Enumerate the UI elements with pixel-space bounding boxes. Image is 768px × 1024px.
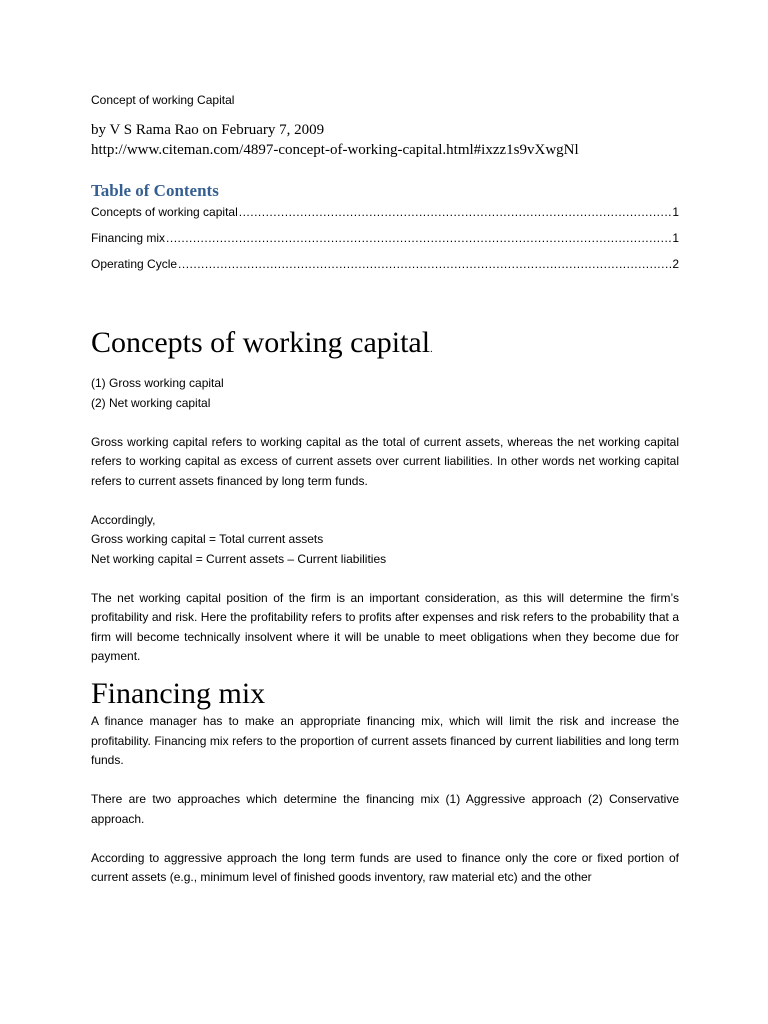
toc-entry-label: Operating Cycle xyxy=(91,257,178,271)
document-header xyxy=(91,92,679,282)
toc-entry-page: 1 xyxy=(672,205,679,219)
section-concepts xyxy=(91,325,679,667)
toc-leader xyxy=(239,204,672,220)
paragraph: There are two approaches which determine the financing mix (1) Aggressive approach (2) Conservative approach. xyxy=(91,792,679,826)
section-heading xyxy=(91,325,679,368)
paragraph: The net working capital position of the firm is an important consideration, as this will determine the firm’s profitability and risk. Here the profitability refers to profits after expenses and risk refers to the probability that a firm will become technically insolvent where it will be unable to meet obligations when they become due for payment. xyxy=(91,590,679,663)
paragraph: According to aggressive approach the long term funds are used to finance only the core or fixed portion of current assets (e.g., minimum level of finished goods inventory, raw material etc) and the other xyxy=(91,850,679,884)
author-byline: by V S Rama Rao on February 7, 2009 xyxy=(91,122,325,138)
paragraph: A finance manager has to make an appropriate financing mix, which will limit the risk and increase the profitability. Financing mix refers to the proportion of current assets financed by current liabilities and long term funds. xyxy=(91,714,679,767)
list-item: (1) Gross working capital xyxy=(91,376,224,390)
byline-block xyxy=(91,120,679,160)
toc-entry-financing-mix[interactable] xyxy=(91,230,679,256)
formula: Gross working capital = Total current assets xyxy=(91,532,324,546)
section-heading: Financing mix xyxy=(91,677,266,710)
section-financing-mix xyxy=(91,676,679,888)
toc-entry-concepts[interactable] xyxy=(91,204,679,230)
toc-entry-operating-cycle[interactable] xyxy=(91,256,679,282)
toc-leader xyxy=(178,256,671,272)
section-heading-text: Concepts of working capital xyxy=(91,326,431,359)
paragraph: Gross working capital refers to working capital as the total of current assets, whereas the net working capital refers to working capital as excess of current assets over current liabilities. In other words net working capital refers to current assets financed by long term funds. xyxy=(91,434,679,488)
document-title: Concept of working Capital xyxy=(91,93,235,107)
toc-entry-label: Financing mix xyxy=(91,231,166,245)
section-heading-suffix: . xyxy=(430,344,433,355)
toc-entry-page: 1 xyxy=(672,231,679,245)
toc-entry-label: Concepts of working capital xyxy=(91,205,238,219)
list-item: (2) Net working capital xyxy=(91,395,211,410)
formula: Net working capital = Current assets – Current liabilities xyxy=(91,551,387,566)
paragraph: Accordingly, xyxy=(91,512,156,527)
table-of-contents xyxy=(91,204,679,282)
toc-leader xyxy=(166,230,671,246)
toc-entry-page: 2 xyxy=(672,257,679,271)
toc-heading: Table of Contents xyxy=(91,181,219,200)
source-url[interactable]: http://www.citeman.com/4897-concept-of-working-capital.html#ixzz1s9vXwgNl xyxy=(91,142,579,158)
